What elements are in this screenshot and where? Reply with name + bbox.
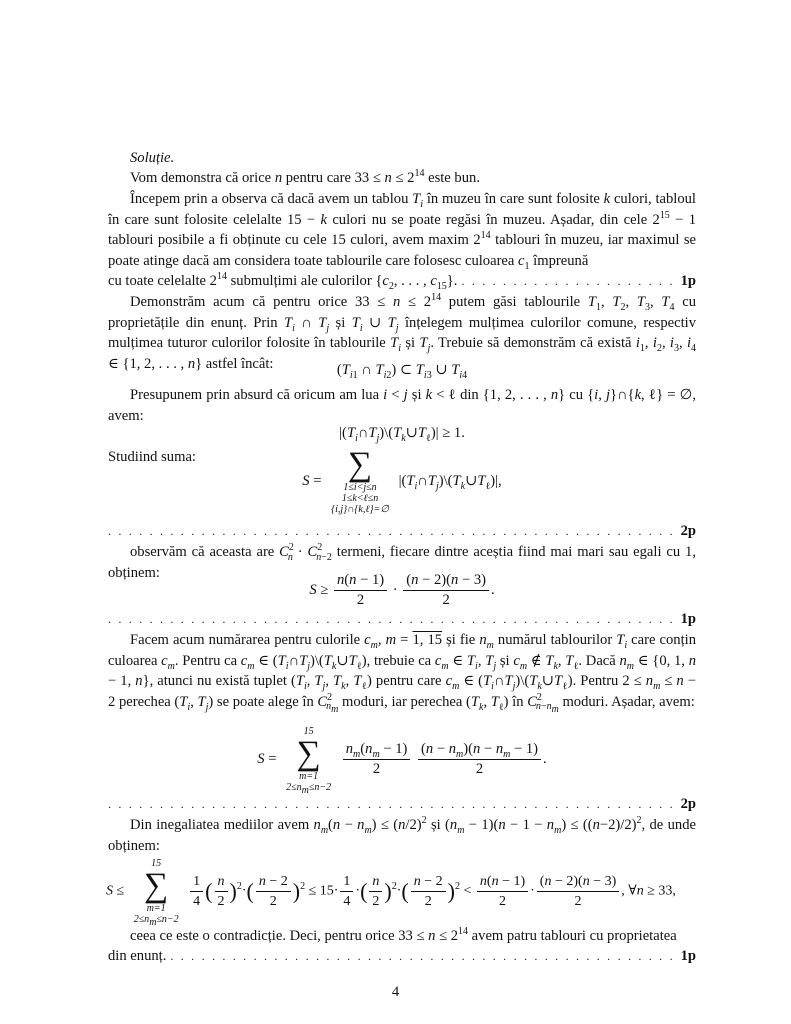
sum-symbol-final: 15 ∑ m=1 $2\le n_m\le n-2$ [133, 858, 179, 928]
score-line-5: din enunț. . . . 1p [108, 946, 696, 967]
equation-final-inequality: S ≤ 15 ∑ m=1 $2\le n_m\le n-2$ $\frac{1}{4}$ ( $\frac{n}{2}$ )$^2$·( $\frac{n - 2}{2}$ )$^2$ ≤ 15· $\frac{1}{4}$ ·( $\frac{n}{2}$ )$^2$·( $\frac{n - 2}{2}$ )$^2$ < $\frac{n(n - 1)}{2}$ · $\frac{(n - 2)(n - 3)}{2}$ , ∀n ≥ 33, [106, 858, 676, 928]
score-1p-b: 1p [680, 611, 696, 627]
paragraph-claim: Vom demonstra că orice n pentru care $33 \le n \le 2^{14}$ este bun. [130, 168, 480, 186]
equation-sum-s: S = ∑ 1≤i<j≤n 1≤k<ℓ≤n {i,j}∩{k,ℓ}=∅ $|(T_i\cap T_j)\backslash(T_k\cup T_\ell)|$, [302, 446, 502, 515]
equation-lower-bound: S ≥ $\frac{n(n - 1)}{2}$ · $\frac{(n - 2)(n - 3)}{2}$ . [309, 572, 495, 608]
score-line-2 [108, 521, 696, 542]
score-line-3 [108, 609, 696, 630]
paragraph-conclusion: ceea ce este o contradicție. Deci, pentru orice $33 \le n \le 2^{14}$ avem patru tablouri cu proprietatea [130, 926, 677, 944]
equation-assumption: $|(T_i\cap T_j)\backslash(T_k\cup T_\ell)| \ge 1$. [339, 425, 465, 444]
solution-heading: Soluție. [130, 150, 175, 166]
page-number: 4 [391, 984, 400, 1000]
sum-symbol-colors: 15 ∑ m=1 $2\le n_m\le n-2$ [286, 726, 332, 796]
score-2p-b: 2p [680, 796, 696, 812]
score-2p-a: 2p [680, 523, 696, 539]
paragraph-counting: Facem acum numărarea pentru culorile $c_m$, m = 1, 15 și fie $n_m$ numărul tablourilor $T_i$ care conțin culoarea $c_m$. Pentru ca $c_m$ ∈ $(T_i\cap T_j)\backslash(T_k\cup T_\ell)$, trebuie ca $c_m$ ∈ $T_i$, $T_j$ și $c_m$ ∉ $T_k$, $T_\ell$. Dacă $n_m$ ∈ {0, 1, n − 1, n}, atunci nu există tuplet ($T_i$, $T_j$, $T_k$, $T_\ell$) pentru care $c_m$ ∈ $(T_i\cap T_j)\backslash(T_k\cup T_\ell)$. Pentru $2 \le n_m \le n - 2$ perechea ($T_i$, $T_j$) se poate alege în $C^2_{n_m}$ moduri, iar perechea ($T_k$, $T_\ell$) în $C^2_{n-n_m}$ moduri. Așadar, avem: [108, 632, 697, 716]
paragraph-terms: observăm că aceasta are $C^2_n \cdot C^2_{n-2}$ termeni, fiecare dintre aceștia fiind mai mari sau egali cu 1, obținem: [108, 542, 696, 581]
equation-sum-colors: S = 15 ∑ m=1 $2\le n_m\le n-2$ $\frac{n_m(n_m - 1)}{2}$ $\frac{(n - n_m)(n - n_m - 1)}{2}$ . [257, 726, 547, 796]
score-1p-c: 1p [680, 948, 696, 964]
equation-goal: ($T_{i1}$ ∩ $T_{i2}$) ⊂ $T_{i3}$ ∪ $T_{i4}$ [336, 362, 468, 381]
paragraph-observation: Începem prin a observa că dacă avem un tablou $T_i$ în muzeu în care sunt folosite k culori, tabloul în care sunt folosite celelalte 15 − k culori nu se poate regăsi în muzeu. Așadar, din cele $2^{15} - 1$ tablouri posibile a fi obținute cu cele 15 culori, avem maxim $2^{14}$ tablouri în muzeu, iar maximul se poate atinge dacă am considera toate tablourile care folosesc culoarea $c_1$ împreună [108, 191, 696, 272]
score-1p-a: 1p [680, 273, 696, 289]
paragraph-study-sum: Studiind suma: [108, 449, 196, 465]
sum-symbol: ∑ 1≤i<j≤n 1≤k<ℓ≤n {i,j}∩{k,ℓ}=∅ [331, 446, 389, 515]
score-line-1: cu toate celelalte $2^{14}$ submulțimi ale culorilor {$c_2$, . . . , $c_{15}$}. . . . 1p [108, 271, 696, 292]
score-line-4 [108, 794, 696, 815]
paragraph-absurd: Presupunem prin absurd că oricum am lua i < j și k < ℓ din {1, 2, . . . , n} cu {i, j}∩{k, ℓ} = ∅, avem: [108, 387, 697, 424]
paragraph-demonstrate: Demonstrăm acum că pentru orice $33 \le n \le 2^{14}$ putem găsi tablourile $T_1$, $T_2$, $T_3$, $T_4$ cu proprietățile din enunț. Prin $T_i$ ∩ $T_j$ și $T_i$ ∪ $T_j$ înțelegem mulțimea culorilor comune, respectiv mulțimea tuturor culorilor folosite în tablourile $T_i$ și $T_j$. Trebuie să demonstrăm că există $i_1$, $i_2$, $i_3$, $i_4$ ∈ {1, 2, . . . , n} astfel încât: [108, 292, 697, 372]
paragraph-means: Din inegaliatea mediilor avem $n_m(n - n_m) \le (n/2)^2$ și $(n_m - 1)(n - 1 - n_m) \le ((n-2)/2)^2$, de unde obținem: [108, 815, 696, 854]
